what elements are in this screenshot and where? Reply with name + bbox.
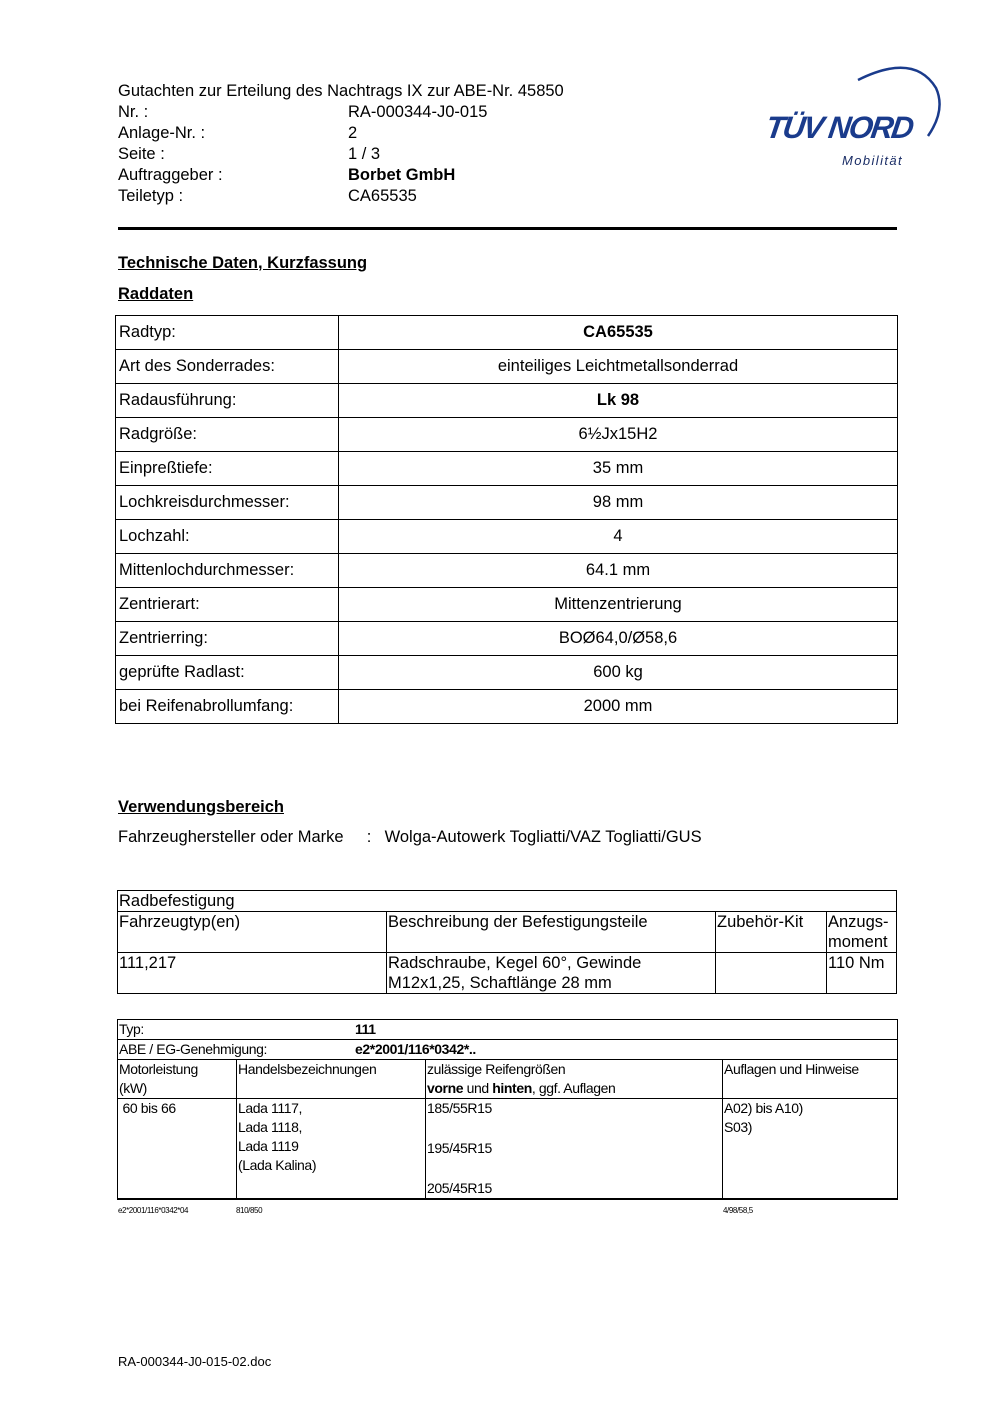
verwendung-heading: Verwendungsbereich: [118, 798, 284, 816]
row-value: 4: [339, 520, 898, 554]
text-line: 185/55R15: [427, 1100, 492, 1116]
header-line: Anzugs-: [828, 913, 889, 931]
header-field-anlage: [118, 123, 564, 144]
usage-line: [118, 828, 702, 847]
row-label: Radgröße:: [116, 418, 339, 452]
table-row: [118, 1020, 898, 1040]
text-line: Lada 1117,: [238, 1100, 302, 1116]
header-line: [427, 1079, 721, 1098]
table-row: [118, 891, 897, 912]
column-header: Beschreibung der Befestigungsteile: [387, 912, 716, 953]
row-value: 6½Jx15H2: [339, 418, 898, 452]
table-row: [118, 1099, 898, 1200]
cell-motor: 60 bis 66: [118, 1099, 237, 1200]
abe-value: e2*2001/116*0342*..: [355, 1041, 476, 1057]
radbefestigung-table: [117, 890, 897, 994]
column-header-handel: Handelsbezeichnungen: [237, 1060, 426, 1099]
table-row: [116, 554, 898, 588]
table-title: Radbefestigung: [118, 891, 897, 912]
header-label: Nr. :: [118, 103, 149, 121]
abe-label: ABE / EG-Genehmigung:: [119, 1041, 268, 1057]
row-label: Zentrierring:: [116, 622, 339, 656]
header-value: RA-000344-J0-015: [348, 103, 488, 121]
table-row: [116, 622, 898, 656]
cell-auflagen: [723, 1099, 898, 1200]
header-line: (kW): [119, 1080, 147, 1096]
column-header-anzug: [827, 912, 897, 953]
column-header-reifen: [426, 1060, 723, 1099]
document-title: Gutachten zur Erteilung des Nachtrags IX zur ABE-Nr. 45850: [118, 82, 564, 100]
tech-data-heading: Technische Daten, Kurzfassung: [118, 254, 368, 272]
header-field-nr: [118, 102, 564, 123]
cell-zubehoer: [716, 953, 827, 994]
header-label: Anlage-Nr. :: [118, 124, 206, 142]
abe-row: [118, 1040, 898, 1060]
table-row: [116, 418, 898, 452]
header-value: CA65535: [348, 187, 417, 205]
header-value: 2: [348, 124, 358, 142]
typ-row: [118, 1020, 898, 1040]
header-line: zulässige Reifengrößen: [427, 1061, 566, 1077]
cell-fahrzeugtyp: 111,217: [118, 953, 387, 994]
header-line: Motorleistung: [119, 1061, 198, 1077]
text-line: 195/45R15: [427, 1140, 492, 1156]
row-value: BOØ64,0/Ø58,6: [339, 622, 898, 656]
row-value: Mittenzentrierung: [339, 588, 898, 622]
row-value: 2000 mm: [339, 690, 898, 724]
cell-reifen: [426, 1099, 723, 1200]
footnote-lk: 4/98/58,5: [723, 1206, 753, 1215]
header-value: 1 / 3: [348, 145, 381, 163]
table-row: [118, 953, 897, 994]
header-field-auftraggeber: [118, 165, 564, 186]
footnote-abe: e2*2001/116*0342*04: [118, 1206, 189, 1215]
table-row: [118, 1040, 898, 1060]
column-header-auflagen: Auflagen und Hinweise: [723, 1060, 898, 1099]
table-header-row: [118, 1060, 898, 1099]
row-label: Radausführung:: [116, 384, 339, 418]
table-row: [116, 350, 898, 384]
header-text: und: [463, 1080, 493, 1096]
header-field-teiletyp: [118, 186, 564, 207]
header-bold: vorne: [427, 1080, 464, 1096]
header-value: Borbet GmbH: [348, 166, 456, 184]
table-row: [116, 520, 898, 554]
page-footer: RA-000344-J0-015-02.doc: [118, 1354, 272, 1369]
typ-table: [117, 1019, 898, 1200]
logo-subtitle: Mobilität: [842, 153, 904, 168]
row-value: 98 mm: [339, 486, 898, 520]
row-label: Lochkreisdurchmesser:: [116, 486, 339, 520]
row-value: CA65535: [339, 316, 898, 350]
row-label: Zentrierart:: [116, 588, 339, 622]
row-label: Einpreßtiefe:: [116, 452, 339, 486]
header-label: Teiletyp :: [118, 187, 184, 205]
table-row: [116, 486, 898, 520]
column-header-motor: [118, 1060, 237, 1099]
table-row: [116, 690, 898, 724]
row-label: bei Reifenabrollumfang:: [116, 690, 339, 724]
header-text: , ggf. Auflagen: [531, 1080, 616, 1096]
text-line: Lada 1119: [238, 1138, 299, 1154]
tuv-nord-logo: [764, 58, 944, 173]
spacer: [427, 1158, 721, 1177]
table-header-row: [118, 912, 897, 953]
usage-label: Fahrzeughersteller oder Marke: [118, 828, 344, 846]
text-line: Lada 1118,: [238, 1119, 302, 1135]
row-value: einteiliges Leichtmetallsonderrad: [339, 350, 898, 384]
text-line: M12x1,25, Schaftlänge 28 mm: [388, 974, 612, 992]
column-header: Zubehör-Kit: [716, 912, 827, 953]
typ-label: Typ:: [119, 1021, 144, 1037]
text-line: 205/45R15: [427, 1180, 492, 1196]
logo-brand: TÜV NORD: [763, 110, 915, 145]
row-label: Mittenlochdurchmesser:: [116, 554, 339, 588]
header-label: Auftraggeber :: [118, 166, 223, 184]
raddaten-table: [115, 315, 898, 724]
typ-value: 111: [355, 1021, 376, 1037]
table-row: [116, 452, 898, 486]
table-row: [116, 384, 898, 418]
header-divider: [118, 227, 897, 230]
row-value: 64.1 mm: [339, 554, 898, 588]
row-value: Lk 98: [339, 384, 898, 418]
cell-anzugsmoment: 110 Nm: [827, 953, 897, 994]
row-label: Art des Sonderrades:: [116, 350, 339, 384]
header-line: moment: [828, 933, 888, 951]
row-label: Lochzahl:: [116, 520, 339, 554]
text-line: (Lada Kalina): [238, 1157, 317, 1173]
table-row: [116, 316, 898, 350]
footnote-code: 810/850: [236, 1206, 263, 1215]
document-header: [118, 81, 564, 207]
cell-beschreibung: [387, 953, 716, 994]
table-row: [116, 656, 898, 690]
cell-handel: [237, 1099, 426, 1200]
header-label: Seite :: [118, 145, 165, 163]
text-line: S03): [724, 1119, 752, 1135]
header-field-seite: [118, 144, 564, 165]
text-line: A02) bis A10): [724, 1100, 803, 1116]
row-value: 35 mm: [339, 452, 898, 486]
row-label: Radtyp:: [116, 316, 339, 350]
header-bold: hinten: [492, 1080, 532, 1096]
table-row: [116, 588, 898, 622]
usage-separator: :: [366, 828, 372, 846]
row-label: geprüfte Radlast:: [116, 656, 339, 690]
row-value: 600 kg: [339, 656, 898, 690]
raddaten-heading: Raddaten: [118, 285, 194, 303]
usage-value: Wolga-Autowerk Togliatti/VAZ Togliatti/GUS: [384, 828, 702, 846]
text-line: Radschraube, Kegel 60°, Gewinde: [388, 954, 642, 972]
column-header: Fahrzeugtyp(en): [118, 912, 387, 953]
spacer: [427, 1118, 721, 1137]
